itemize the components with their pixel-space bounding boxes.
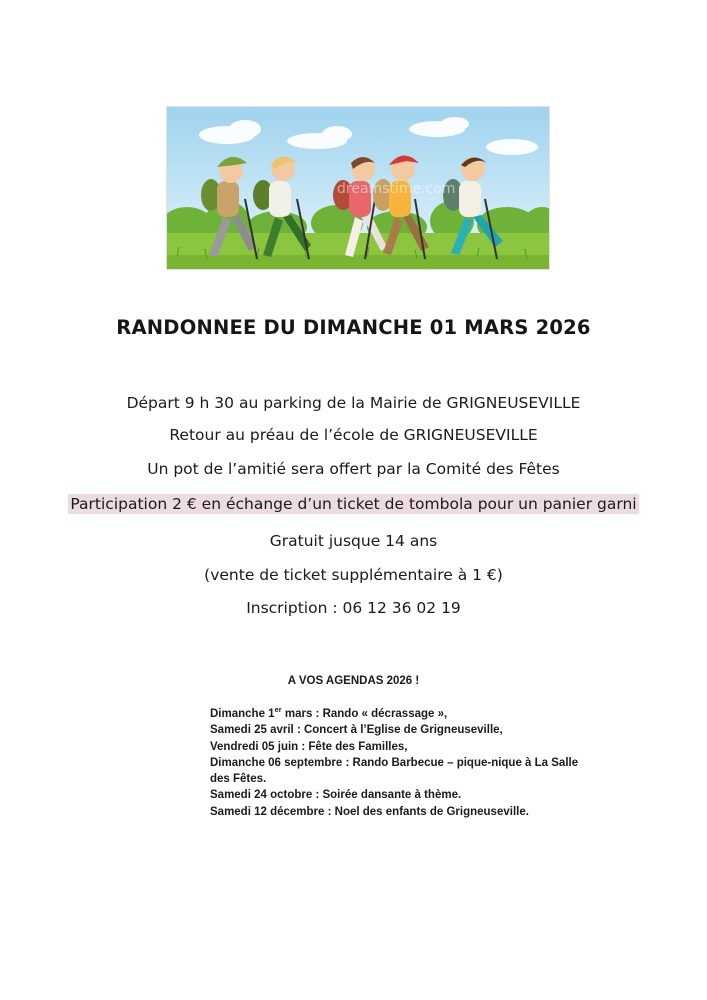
- friendship-drink-line: Un pot de l’amitié sera offert par la Comité des Fêtes: [147, 460, 560, 478]
- departure-line: Départ 9 h 30 au parking de la Mairie de GRIGNEUSEVILLE: [126, 394, 581, 412]
- agenda-item: Dimanche 06 septembre : Rando Barbecue – pique-nique à La Salle des Fêtes.: [210, 756, 579, 786]
- agenda-first-sup: er: [274, 705, 282, 715]
- watermark: dreamstime.com: [337, 181, 456, 197]
- agenda-list: [210, 706, 590, 820]
- agenda-first-prefix: Dimanche 1: [210, 708, 275, 720]
- free-under-14-line: Gratuit jusque 14 ans: [269, 532, 438, 550]
- agenda-item: Samedi 12 décembre : Noel des enfants de Grigneuseville.: [210, 805, 529, 818]
- agenda-item: Vendredi 05 juin : Fête des Familles,: [210, 740, 408, 753]
- participation-highlight: Participation 2 € en échange d’un ticket de tombola pour un panier garni: [70, 495, 637, 513]
- extra-ticket-line: (vente de ticket supplémentaire à 1 €): [204, 566, 503, 584]
- page-title: RANDONNEE DU DIMANCHE 01 MARS 2026: [116, 316, 591, 339]
- agenda-first-rest: mars : Rando « décrassage »,: [281, 708, 448, 720]
- agenda-item: Samedi 24 octobre : Soirée dansante à thème.: [210, 789, 462, 802]
- participation-line: [0, 495, 707, 513]
- agenda-item: [210, 706, 590, 722]
- registration-line: Inscription : 06 12 36 02 19: [246, 599, 461, 617]
- return-line: Retour au préau de l’école de GRIGNEUSEVILLE: [169, 426, 538, 444]
- agenda-title: A VOS AGENDAS 2026 !: [287, 675, 420, 687]
- agenda-item: Samedi 25 avril : Concert à l’Eglise de Grigneuseville,: [210, 724, 503, 737]
- hikers-illustration: [166, 106, 550, 270]
